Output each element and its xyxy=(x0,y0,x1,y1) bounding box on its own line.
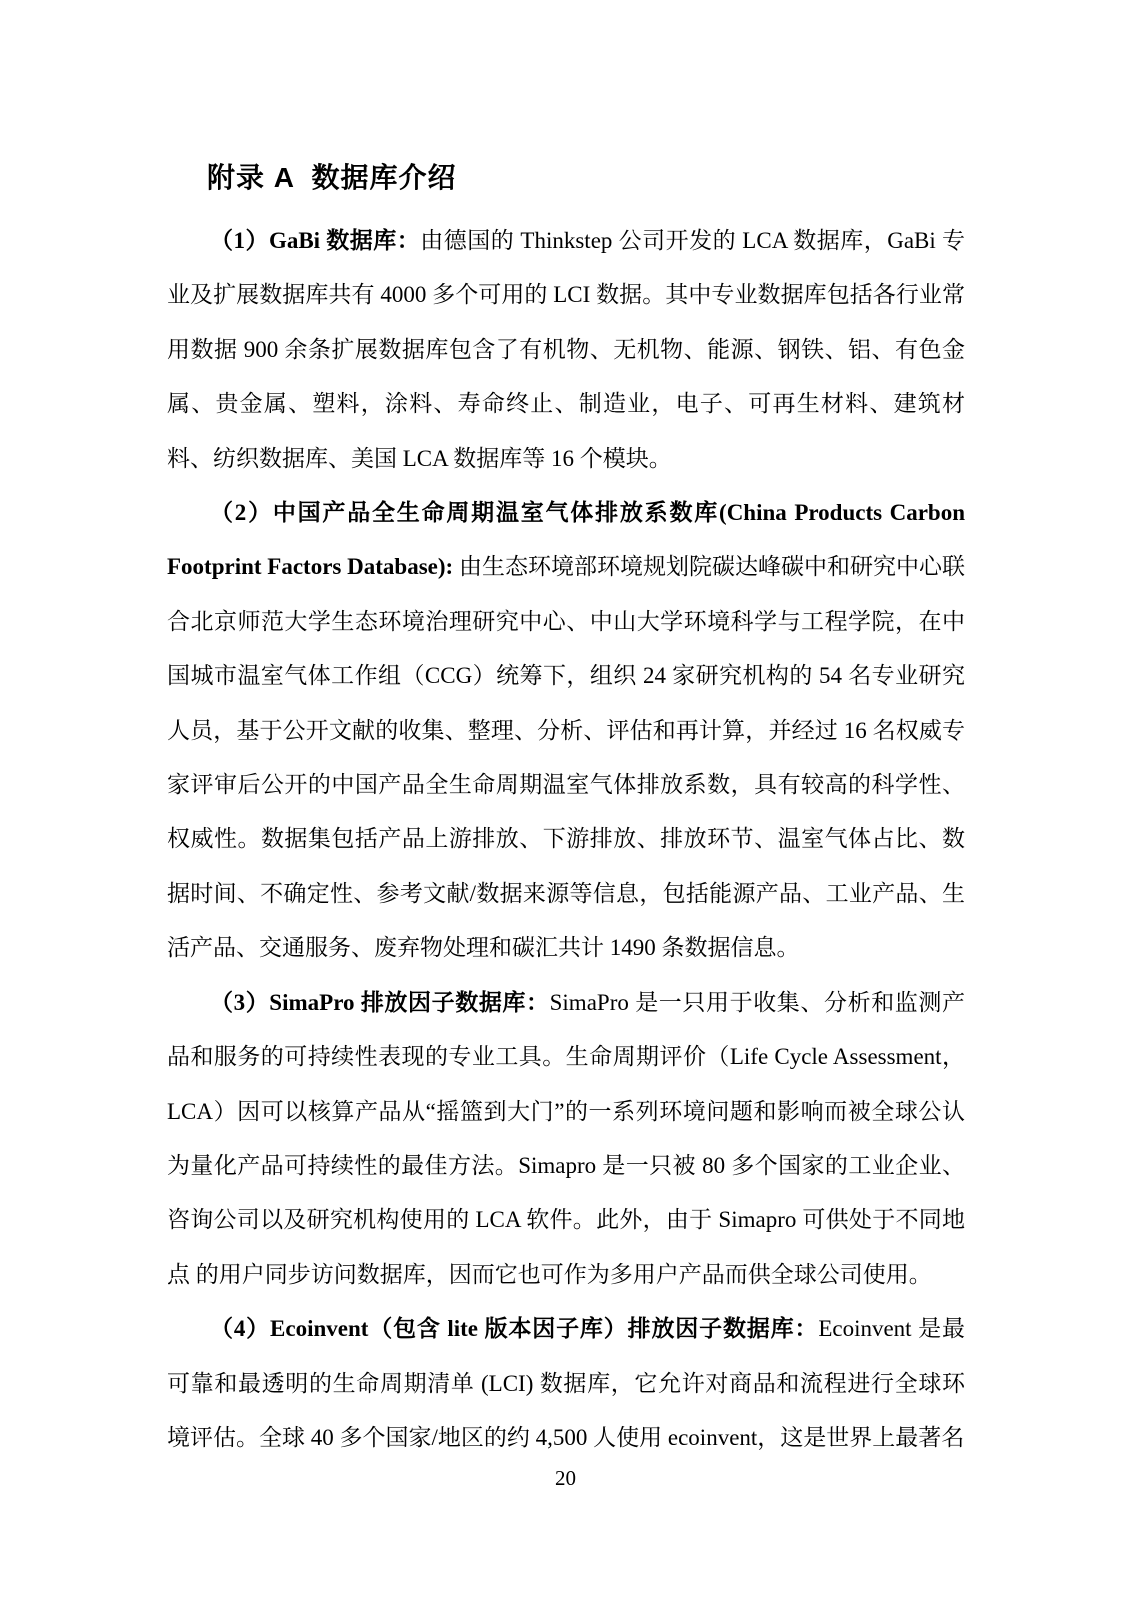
paragraph-text: SimaPro 是一只用于收集、分析和监测产品和服务的可持续性表现的专业工具。生命周期评价（Life Cycle Assessment，LCA）因可以核算产品从“摇篮到大门”的一系列环境问题和影响而被全球公认为量化产品可持续性的最佳方法。Simapro 是一只被 80 多个国家的工业企业、咨询公司以及研究机构使用的 LCA 软件。此外，由于 Simapro 可供处于不同地点 的用户同步访问数据库，因而它也可作为多用户产品而供全球公司使用。 xyxy=(167,989,965,1287)
paragraph-ecoinvent-database xyxy=(167,1302,965,1465)
paragraph-lead: （1）GaBi 数据库： xyxy=(210,228,421,253)
paragraph-lead: （4）Ecoinvent（包含 lite 版本因子库）排放因子数据库： xyxy=(210,1316,819,1342)
page-number: 20 xyxy=(555,1466,576,1490)
paragraph-text: 由生态环境部环境规划院碳达峰碳中和研究中心联合北京师范大学生态环境治理研究中心、中山大学环境科学与工程学院，在中国城市温室气体工作组（CCG）统筹下，组织 24 家研究机构的 54 名专业研究人员，基于公开文献的收集、整理、分析、评估和再计算，并经过 16 名权威专家评审后公开的中国产品全生命周期温室气体排放系数，具有较高的科学性、权威性。数据集包括产品上游排放、下游排放、排放环节、温室气体占比、数据时间、不确定性、参考文献/数据来源等信息，包括能源产品、工业产品、生活产品、交通服务、废弃物处理和碳汇共计 1490 条数据信息。 xyxy=(167,554,966,961)
paragraph-lead: （2）中国产品全生命周期温室气体排放系数库(China Products Carbon Footprint Factors Database): xyxy=(167,500,965,580)
paragraph-text: Ecoinvent 是最可靠和最透明的生命周期清单 (LCI) 数据库，它允许对商品和流程进行全球环境评估。全球 40 多个国家/地区的约 4,500 人使用 ecoinvent，这是世界上最著名 xyxy=(167,1316,966,1450)
appendix-title: 附录 A 数据库介绍 xyxy=(207,162,457,193)
paragraph-lead: （3）SimaPro 排放因子数据库： xyxy=(210,989,550,1015)
paragraph-text: 由德国的 Thinkstep 公司开发的 LCA 数据库，GaBi 专业及扩展数据库共有 4000 多个可用的 LCI 数据。其中专业数据库包括各行业常用数据 900 余条扩展数据库包含了有机物、无机物、能源、钢铁、铝、有色金属、贵金属、塑料，涂料、寿命终止、制造业，电子、可再生材料、建筑材料、纺织数据库、美国 LCA 数据库等 16 个模块。 xyxy=(167,228,965,471)
paragraph-china-carbon-footprint-database xyxy=(167,486,965,976)
paragraph-gabi-database xyxy=(167,214,965,486)
document-body xyxy=(167,214,965,1465)
paragraph-simapro-database xyxy=(167,976,965,1302)
